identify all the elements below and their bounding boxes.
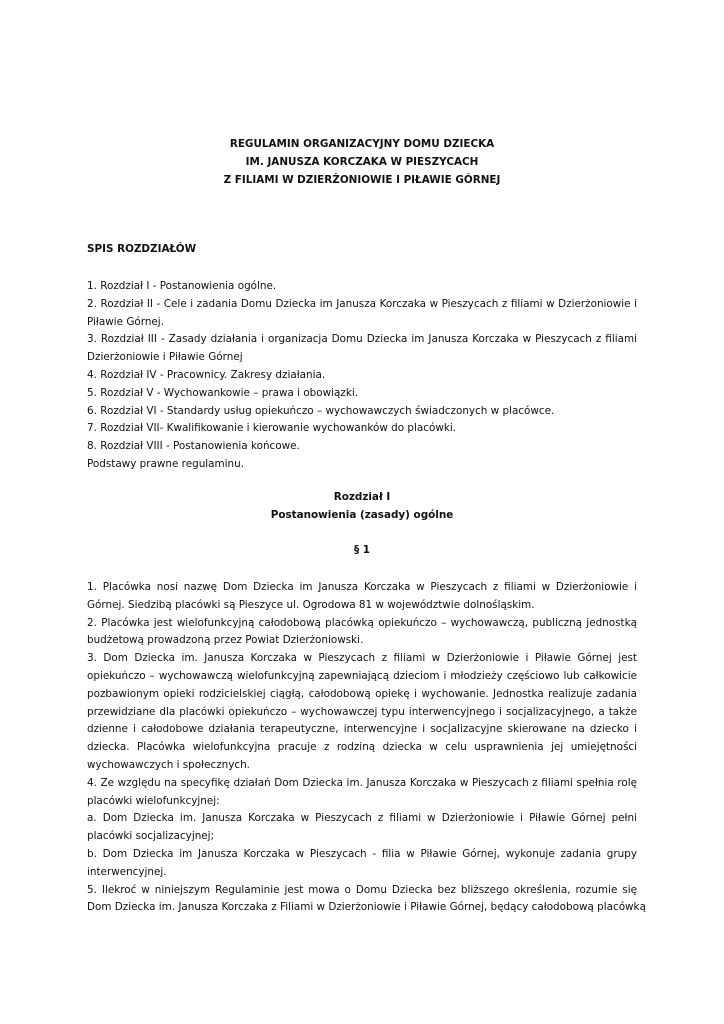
text-line: 6. Rozdział VI - Standardy usług opiekuńczo – wychowawczych świadczonych w placówce. — [87, 404, 555, 417]
document-title — [87, 136, 637, 189]
text-line: 3. Rozdział III - Zasady działania i organizacja Domu Dziecka im Janusza Korczaka w Pieszycach z filiami — [87, 333, 637, 346]
toc-item — [87, 420, 637, 438]
paragraph — [87, 650, 637, 775]
text-line: dzienne i całodobowe działania terapeutyczne, interwencyjne i socjalizacyjne skierowane na dziecko i — [87, 723, 637, 736]
toc-item — [87, 278, 637, 296]
text-line: Podstawy prawne regulaminu. — [87, 457, 245, 470]
title-line: REGULAMIN ORGANIZACYJNY DOMU DZIECKA — [229, 138, 495, 150]
text-line: 4. Ze względu na specyfikę działań Dom Dziecka im. Janusza Korczaka w Pieszycach z filiami spełnia rolę — [87, 776, 637, 789]
section-body — [87, 579, 646, 917]
text-line: a. Dom Dziecka im. Janusza Korczaka w Pieszycach z filiami w Dzierżoniowie i Piławie Górnej pełni — [87, 812, 637, 825]
text-line: 2. Placówka jest wielofunkcyjną całodobową placówką opiekuńczo – wychowawczą, publiczną jednostką — [87, 616, 637, 629]
text-line: 5. Rozdział V - Wychowankowie – prawa i obowiązki. — [87, 386, 359, 399]
text-line: Piławie Górnej. — [87, 315, 164, 328]
text-line: wychowawczych i społecznych. — [87, 758, 250, 771]
toc-item — [87, 456, 637, 474]
text-line: 3. Dom Dziecka im. Janusza Korczaka w Pieszycach z filiami w Dzierżoniowie i Piławie Górnej jest — [87, 652, 637, 665]
table-of-contents — [87, 278, 637, 474]
text-line: opiekuńczo – wychowawczą wielofunkcyjną zapewniającą dzieciom i młodzieży częściowo lub całkowicie — [87, 669, 637, 682]
text-line: Dzierżoniowie i Piławie Górnej — [87, 351, 243, 364]
paragraph — [87, 775, 637, 811]
toc-item — [87, 403, 637, 421]
paragraph — [87, 810, 637, 846]
text-line: 4. Rozdział IV - Pracownicy. Zakresy działania. — [87, 368, 326, 381]
text-line: budżetową prowadzoną przez Powiat Dzierżoniowski. — [87, 634, 364, 647]
section-mark: § 1 — [353, 544, 371, 556]
text-line: 8. Rozdział VIII - Postanowienia końcowe. — [87, 440, 300, 453]
text-line: placówki socjalizacyjnej; — [87, 830, 215, 843]
toc-item — [87, 331, 637, 367]
text-line: interwencyjnej. — [87, 865, 167, 878]
chapter-label: Rozdział I — [333, 491, 391, 503]
chapter-title: Postanowienia (zasady) ogólne — [270, 508, 454, 521]
text-line: Górnej. Siedzibą placówki są Pieszyce ul. Ogrodowa 81 w województwie dolnośląskim. — [87, 598, 535, 611]
paragraph — [87, 882, 646, 918]
paragraph — [87, 846, 637, 882]
text-line: pozbawionym opieki rodzicielskiej ciągłą, całodobową opiekę i wychowanie. Jednostka realizuje zadania — [87, 687, 637, 700]
text-line: 1. Rozdział I - Postanowienia ogólne. — [87, 280, 277, 292]
title-line: Z FILIAMI W DZIERŻONIOWIE I PIŁAWIE GÓRNEJ — [223, 173, 501, 186]
text-line: 7. Rozdział VII- Kwalifikowanie i kierowanie wychowanków do placówki. — [87, 422, 457, 435]
paragraph — [87, 579, 637, 615]
text-line: 2. Rozdział II - Cele i zadania Domu Dziecka im Janusza Korczaka w Pieszycach z filiami w Dzierżoniowie i — [87, 297, 637, 310]
text-line: placówki wielofunkcyjnej: — [87, 794, 220, 807]
toc-heading: SPIS ROZDZIAŁÓW — [87, 243, 197, 255]
toc-item — [87, 385, 637, 403]
title-line: IM. JANUSZA KORCZAKA W PIESZYCACH — [245, 155, 479, 168]
toc-item — [87, 367, 637, 385]
text-line: Dom Dziecka im. Janusza Korczaka z Filiami w Dzierżoniowie i Piławie Górnej, będący całodobową placówką — [87, 901, 646, 914]
text-line: przewidziane dla placówki opiekuńczo – wychowawczej typu interwencyjnego i socjalizacyjnego, a także — [87, 705, 637, 718]
text-line: 1. Placówka nosi nazwę Dom Dziecka im Janusza Korczaka w Pieszycach z filiami w Dzierżoniowie i — [87, 581, 637, 593]
toc-item — [87, 438, 637, 456]
chapter-heading — [87, 489, 637, 525]
text-line: dziecka. Placówka wielofunkcyjna pracuje z rodziną dziecka w celu usprawnienia jej umiejętności — [87, 741, 637, 754]
text-line: 5. Ilekroć w niniejszym Regulaminie jest mowa o Domu Dziecka bez bliższego określenia, rozumie się — [87, 883, 637, 896]
text-line: b. Dom Dziecka im Janusza Korczaka w Pieszycach - filia w Piławie Górnej, wykonuje zadania grupy — [87, 847, 637, 860]
toc-item — [87, 296, 637, 332]
paragraph — [87, 615, 637, 651]
